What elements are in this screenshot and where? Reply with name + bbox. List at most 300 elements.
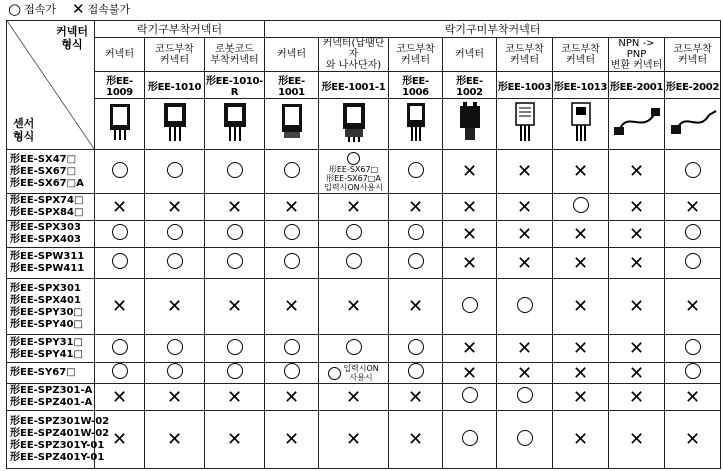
- circle-icon: [167, 162, 183, 178]
- circle-icon: [227, 363, 243, 379]
- incompatible-cell: [665, 411, 721, 469]
- column-name-line: 코드부착: [561, 43, 600, 55]
- legend-ng-label: 접속불가: [87, 3, 131, 16]
- compatible-cell: [665, 221, 721, 248]
- cross-icon: ✕: [111, 296, 128, 317]
- incompatible-cell: [609, 411, 665, 469]
- circle-icon: [517, 430, 533, 446]
- column-image-cell: [145, 99, 205, 150]
- note-line: 形EE-SX67□: [328, 164, 379, 174]
- incompatible-cell: [389, 279, 443, 335]
- incompatible-cell: [265, 279, 319, 335]
- circle-icon: [462, 297, 478, 313]
- compatibility-table: [6, 20, 721, 469]
- corner-top-line2: 형식: [61, 38, 83, 51]
- incompatible-cell: [443, 248, 497, 279]
- circle-icon: [284, 224, 300, 240]
- table-row: [7, 150, 721, 194]
- incompatible-cell: [609, 194, 665, 221]
- note-line: 입력시ON사용시: [324, 182, 383, 192]
- cross-icon: ✕: [461, 362, 478, 384]
- circle-icon: [573, 197, 589, 213]
- circle-icon: [346, 339, 362, 355]
- cross-icon: ✕: [71, 0, 85, 18]
- connector-1010-icon: [161, 101, 189, 147]
- incompatible-cell: [665, 279, 721, 335]
- compatible-cell: [205, 221, 265, 248]
- cross-icon: ✕: [111, 196, 128, 218]
- cross-icon: ✕: [572, 362, 589, 384]
- column-name-7: [497, 38, 553, 72]
- cross-icon: ✕: [516, 196, 533, 218]
- column-name-line: 변환 커넥터: [610, 60, 663, 71]
- column-name-line: 코드부착: [673, 43, 712, 55]
- table-corner: [7, 21, 95, 150]
- compatible-cell: [265, 150, 319, 194]
- sensor-model-cell: [7, 384, 95, 411]
- incompatible-cell: [95, 279, 145, 335]
- column-model: 形EE-1010-R: [205, 72, 265, 99]
- circle-icon: [167, 253, 183, 269]
- compatible-cell: [443, 279, 497, 335]
- column-image-cell: [609, 99, 665, 150]
- table-row: [7, 335, 721, 363]
- compatible-cell: [95, 221, 145, 248]
- circle-icon: [112, 162, 128, 178]
- corner-top-line1: 커넥터: [56, 25, 88, 38]
- column-name-0: [95, 38, 145, 72]
- incompatible-cell: [609, 384, 665, 411]
- cross-icon: ✕: [628, 386, 645, 408]
- cross-icon: ✕: [516, 362, 533, 384]
- column-name-line: NPN -> PNP: [618, 38, 655, 60]
- column-name-line: 코드부착: [396, 43, 435, 55]
- compatible-cell: [497, 411, 553, 469]
- incompatible-cell: [205, 279, 265, 335]
- cross-icon: ✕: [283, 386, 300, 408]
- legend-ng: [72, 1, 130, 17]
- incompatible-cell: [205, 194, 265, 221]
- sensor-model-cell: [7, 411, 110, 469]
- conditional-cell: [319, 363, 389, 384]
- sensor-model: 形EE-SPZ301W-02: [10, 415, 110, 427]
- sensor-model-cell: [7, 248, 95, 279]
- incompatible-cell: [497, 248, 553, 279]
- incompatible-cell: [265, 194, 319, 221]
- column-model: 形EE-1003: [497, 72, 553, 99]
- cross-icon: ✕: [226, 296, 243, 317]
- compatible-cell: [265, 363, 319, 384]
- note-line: 입력시ON: [343, 364, 379, 373]
- column-image-cell: [265, 99, 319, 150]
- conditional-cell: [319, 150, 389, 194]
- column-image-cell: [665, 99, 721, 150]
- legend-ok-label: 접속가: [24, 3, 56, 16]
- column-name-line: 커넥터: [566, 54, 595, 66]
- cross-icon: ✕: [166, 429, 183, 450]
- column-model: 形EE-1002: [443, 72, 497, 99]
- circle-icon: [408, 363, 424, 379]
- cross-icon: ✕: [572, 161, 589, 182]
- sensor-model: 形EE-SPX303: [10, 222, 81, 233]
- compatible-cell: [95, 335, 145, 363]
- incompatible-cell: [553, 150, 609, 194]
- cross-icon: ✕: [345, 429, 362, 450]
- compatible-cell: [443, 384, 497, 411]
- incompatible-cell: [265, 411, 319, 469]
- sensor-model: 形EE-SX67□: [10, 165, 77, 177]
- incompatible-cell: [319, 384, 389, 411]
- column-name-3: [265, 38, 319, 72]
- compatible-cell: [665, 150, 721, 194]
- cross-icon: ✕: [572, 338, 589, 359]
- column-name-2: [205, 38, 265, 72]
- connector-1010r-icon: [221, 101, 249, 147]
- compatible-cell: [205, 248, 265, 279]
- cross-icon: ✕: [407, 386, 424, 408]
- circle-icon: [408, 339, 424, 355]
- cross-icon: ✕: [572, 223, 589, 245]
- incompatible-cell: [497, 335, 553, 363]
- compatible-cell: [205, 363, 265, 384]
- cross-icon: ✕: [516, 338, 533, 359]
- group-with-lock: 락기구부착커넥터: [95, 21, 265, 38]
- column-name-1: [145, 38, 205, 72]
- cross-icon: ✕: [345, 386, 362, 408]
- compatible-cell: [145, 363, 205, 384]
- table-row: [7, 411, 721, 469]
- column-name-line: 부착커넥터: [210, 54, 259, 66]
- connector-1006-icon: [403, 101, 429, 147]
- incompatible-cell: [497, 150, 553, 194]
- cross-icon: ✕: [628, 429, 645, 450]
- cross-icon: ✕: [572, 429, 589, 450]
- compatible-cell: [265, 335, 319, 363]
- circle-icon: ○: [8, 0, 22, 18]
- circle-icon: [227, 339, 243, 355]
- compatible-cell: [95, 150, 145, 194]
- cross-icon: ✕: [628, 196, 645, 218]
- sensor-model: 形EE-SPW311: [10, 251, 85, 262]
- cross-icon: ✕: [226, 386, 243, 408]
- compatible-cell: [205, 150, 265, 194]
- cross-icon: ✕: [572, 296, 589, 317]
- sensor-model: 形EE-SX47□: [10, 153, 77, 165]
- sensor-model-cell: [7, 363, 95, 384]
- compatible-cell: [389, 150, 443, 194]
- incompatible-cell: [553, 384, 609, 411]
- circle-icon: [167, 339, 183, 355]
- cross-icon: ✕: [628, 223, 645, 245]
- corner-bottom-line2: 형식: [13, 130, 35, 143]
- column-model: 形EE-2001: [609, 72, 665, 99]
- compatible-cell: [665, 363, 721, 384]
- connector-1001-1-icon: [339, 101, 369, 147]
- sensor-model-cell: [7, 194, 95, 221]
- column-name-line: 커넥터: [160, 54, 189, 66]
- sensor-model: 形EE-SPY31□: [10, 336, 83, 348]
- compatible-cell: [665, 335, 721, 363]
- circle-icon: [685, 162, 701, 178]
- compatible-cell: [205, 335, 265, 363]
- incompatible-cell: [497, 363, 553, 384]
- corner-bottom-line1: 센서: [13, 117, 35, 130]
- cross-icon: ✕: [461, 161, 478, 182]
- column-image-cell: [389, 99, 443, 150]
- column-image-cell: [205, 99, 265, 150]
- incompatible-cell: [145, 279, 205, 335]
- cross-icon: ✕: [516, 161, 533, 182]
- column-name-line: 와 나사단자): [325, 60, 382, 71]
- compatible-cell: [389, 221, 443, 248]
- circle-icon: [112, 224, 128, 240]
- sensor-model: 形EE-SPY30□: [10, 306, 83, 318]
- circle-icon: [685, 253, 701, 269]
- cross-icon: ✕: [407, 196, 424, 218]
- converter-2001-icon: [613, 105, 661, 143]
- compatible-cell: [95, 248, 145, 279]
- circle-icon: [408, 253, 424, 269]
- incompatible-cell: [205, 384, 265, 411]
- incompatible-cell: [609, 248, 665, 279]
- legend: [0, 0, 138, 18]
- circle-icon: [284, 162, 300, 178]
- circle-icon: [685, 363, 701, 379]
- column-image-cell: [497, 99, 553, 150]
- cross-icon: ✕: [461, 338, 478, 359]
- sensor-model: 形EE-SY67□: [10, 367, 76, 378]
- column-model: 形EE-1009: [95, 72, 145, 99]
- incompatible-cell: [95, 194, 145, 221]
- incompatible-cell: [665, 384, 721, 411]
- column-name-8: [553, 38, 609, 72]
- sensor-model: 形EE-SPZ401Y-01: [10, 451, 105, 463]
- incompatible-cell: [145, 411, 205, 469]
- circle-icon: [685, 224, 701, 240]
- cable-2002-icon: [669, 105, 717, 143]
- incompatible-cell: [609, 221, 665, 248]
- sensor-model: 形EE-SPY40□: [10, 318, 83, 330]
- note-line: 사용시: [349, 373, 373, 382]
- column-name-line: 커넥터: [678, 54, 707, 66]
- circle-icon: [347, 152, 360, 165]
- incompatible-cell: [497, 221, 553, 248]
- incompatible-cell: [145, 384, 205, 411]
- incompatible-cell: [553, 363, 609, 384]
- circle-icon: [346, 224, 362, 240]
- column-name-line: 커넥터: [510, 54, 539, 66]
- column-model: 形EE-1001-1: [319, 72, 389, 99]
- note-line: 形EE-SX67□A: [326, 173, 381, 183]
- cross-icon: ✕: [166, 196, 183, 218]
- compatible-cell: [145, 248, 205, 279]
- incompatible-cell: [553, 335, 609, 363]
- cross-icon: ✕: [166, 386, 183, 408]
- incompatible-cell: [443, 150, 497, 194]
- incompatible-cell: [443, 363, 497, 384]
- cross-icon: ✕: [684, 296, 701, 317]
- cross-icon: ✕: [111, 429, 128, 450]
- column-model: 形EE-1001: [265, 72, 319, 99]
- table-row: [7, 279, 721, 335]
- circle-icon: [284, 253, 300, 269]
- circle-icon: [462, 387, 478, 403]
- incompatible-cell: [497, 194, 553, 221]
- compatible-cell: [265, 221, 319, 248]
- cross-icon: ✕: [684, 196, 701, 218]
- cross-icon: ✕: [226, 196, 243, 218]
- cross-icon: ✕: [628, 161, 645, 182]
- circle-icon: [227, 224, 243, 240]
- incompatible-cell: [95, 384, 145, 411]
- circle-icon: [462, 430, 478, 446]
- cross-icon: ✕: [461, 252, 478, 274]
- cross-icon: ✕: [684, 429, 701, 450]
- compatible-cell: [319, 248, 389, 279]
- compatible-cell: [389, 363, 443, 384]
- connector-1001-icon: [279, 102, 305, 146]
- sensor-model: 形EE-SX67□A: [10, 177, 84, 189]
- sensor-model: 形EE-SPX84□: [10, 207, 84, 218]
- sensor-model: 形EE-SPZ301Y-01: [10, 439, 105, 451]
- column-name-line: 커넥터(납땜단자: [322, 38, 385, 60]
- circle-icon: [517, 387, 533, 403]
- sensor-model-cell: [7, 150, 95, 194]
- connector-1013-icon: [568, 101, 594, 147]
- cross-icon: ✕: [516, 252, 533, 274]
- circle-icon: [517, 297, 533, 313]
- column-name-line: 커넥터: [455, 49, 484, 60]
- cross-icon: ✕: [461, 223, 478, 245]
- sensor-model-cell: [7, 221, 95, 248]
- cross-icon: ✕: [283, 429, 300, 450]
- cross-icon: ✕: [226, 429, 243, 450]
- incompatible-cell: [553, 221, 609, 248]
- sensor-model: 形EE-SPX74□: [10, 195, 84, 206]
- circle-icon: [167, 224, 183, 240]
- incompatible-cell: [443, 221, 497, 248]
- column-image-cell: [553, 99, 609, 150]
- incompatible-cell: [389, 194, 443, 221]
- incompatible-cell: [553, 248, 609, 279]
- column-name-5: [389, 38, 443, 72]
- column-image-cell: [319, 99, 389, 150]
- circle-icon: [227, 253, 243, 269]
- incompatible-cell: [443, 194, 497, 221]
- column-name-line: 커넥터: [277, 49, 306, 60]
- column-name-9: [609, 38, 665, 72]
- cross-icon: ✕: [345, 296, 362, 317]
- compatible-cell: [95, 363, 145, 384]
- incompatible-cell: [443, 335, 497, 363]
- circle-icon: [685, 339, 701, 355]
- legend-ok: [8, 1, 56, 17]
- compatible-cell: [665, 248, 721, 279]
- circle-icon: [167, 363, 183, 379]
- incompatible-cell: [553, 411, 609, 469]
- sensor-model: 形EE-SPY41□: [10, 348, 83, 360]
- sensor-model: 形EE-SPZ401W-02: [10, 427, 110, 439]
- incompatible-cell: [389, 411, 443, 469]
- cross-icon: ✕: [628, 296, 645, 317]
- column-name-10: [665, 38, 721, 72]
- cross-icon: ✕: [283, 196, 300, 218]
- column-model: 形EE-1013: [553, 72, 609, 99]
- cross-icon: ✕: [111, 386, 128, 408]
- incompatible-cell: [609, 279, 665, 335]
- incompatible-cell: [389, 384, 443, 411]
- cross-icon: ✕: [628, 252, 645, 274]
- incompatible-cell: [319, 279, 389, 335]
- compatible-cell: [145, 335, 205, 363]
- incompatible-cell: [609, 335, 665, 363]
- compatible-cell: [145, 221, 205, 248]
- cross-icon: ✕: [628, 362, 645, 384]
- column-model: 形EE-1006: [389, 72, 443, 99]
- column-model: 形EE-1010: [145, 72, 205, 99]
- circle-icon: [408, 162, 424, 178]
- compatible-cell: [265, 248, 319, 279]
- sensor-model: 形EE-SPX403: [10, 234, 81, 245]
- sensor-model: 形EE-SPZ301-A: [10, 385, 93, 396]
- column-name-line: 커넥터: [105, 49, 134, 60]
- column-image-cell: [443, 99, 497, 150]
- compatible-cell: [443, 411, 497, 469]
- cross-icon: ✕: [516, 223, 533, 245]
- table-row: [7, 248, 721, 279]
- circle-icon: [112, 363, 128, 379]
- table-row: [7, 363, 721, 384]
- table-row: [7, 194, 721, 221]
- cross-icon: ✕: [572, 252, 589, 274]
- connector-1009-icon: [107, 102, 133, 146]
- cross-icon: ✕: [684, 386, 701, 408]
- compatible-cell: [389, 335, 443, 363]
- connector-1003-icon: [512, 101, 538, 147]
- sensor-model: 形EE-SPZ401-A: [10, 397, 93, 408]
- sensor-model: 形EE-SPX301: [10, 282, 81, 294]
- compatible-cell: [319, 335, 389, 363]
- column-image-cell: [95, 99, 145, 150]
- column-name-4: [319, 38, 389, 72]
- incompatible-cell: [609, 150, 665, 194]
- compatible-cell: [389, 248, 443, 279]
- circle-icon: [346, 253, 362, 269]
- sensor-model-cell: [7, 335, 95, 363]
- compatible-cell: [553, 194, 609, 221]
- circle-icon: [284, 363, 300, 379]
- column-name-line: 코드부착: [505, 43, 544, 55]
- compatible-cell: [319, 221, 389, 248]
- sensor-model: 形EE-SPX401: [10, 294, 81, 306]
- cross-icon: ✕: [345, 196, 362, 218]
- circle-icon: [227, 162, 243, 178]
- sensor-model-cell: [7, 279, 95, 335]
- incompatible-cell: [265, 384, 319, 411]
- compatible-cell: [145, 150, 205, 194]
- incompatible-cell: [609, 363, 665, 384]
- compatible-cell: [497, 279, 553, 335]
- incompatible-cell: [665, 194, 721, 221]
- column-name-line: 로봇코드: [215, 43, 254, 55]
- cross-icon: ✕: [572, 386, 589, 408]
- group-without-lock: 락기구미부착커넥터: [265, 21, 721, 38]
- circle-icon: [328, 367, 341, 380]
- sensor-model: 形EE-SPW411: [10, 263, 85, 274]
- cross-icon: ✕: [461, 196, 478, 218]
- compatible-cell: [497, 384, 553, 411]
- cross-icon: ✕: [407, 296, 424, 317]
